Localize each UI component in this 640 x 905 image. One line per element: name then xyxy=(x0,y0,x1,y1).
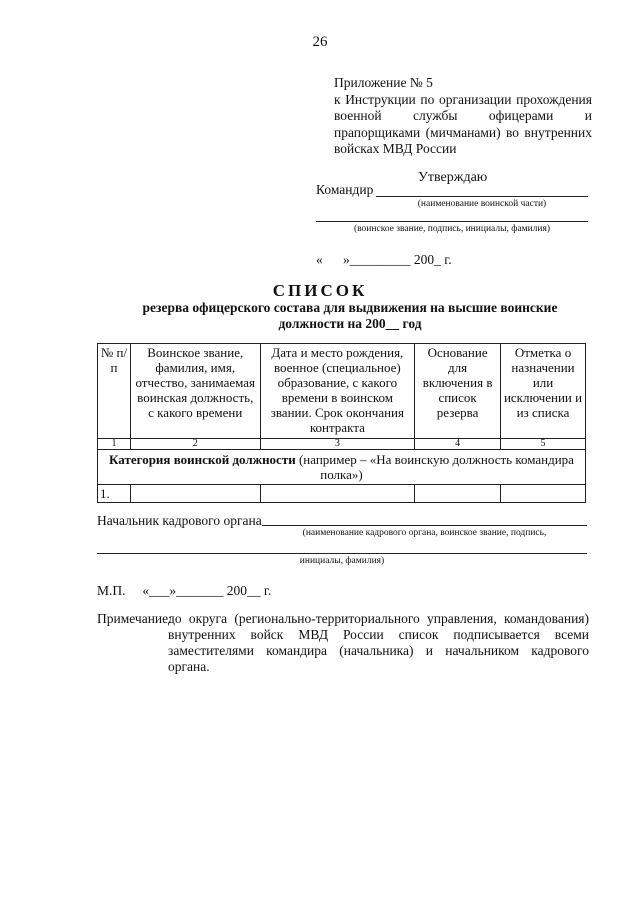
chief-caption-2: инициалы, фамилия) xyxy=(299,556,385,566)
category-example: (например – «На воинскую должность командира полка») xyxy=(295,452,574,482)
caption-rank: (воинское звание, подпись, инициалы, фамилия) xyxy=(353,224,551,234)
reserve-table xyxy=(97,343,586,503)
table-cell xyxy=(130,485,260,503)
appendix-note xyxy=(334,75,592,158)
approval-date: « »_________ 200_ г. xyxy=(316,252,452,267)
appendix-line1: Приложение № 5 xyxy=(334,75,433,90)
document-title: СПИСОК xyxy=(272,281,368,300)
table-cell xyxy=(260,485,415,503)
chief-label: Начальник кадрового органа xyxy=(97,513,262,528)
chief-caption-1: (наименование кадрового органа, воинское звание, подпись, xyxy=(302,528,547,538)
appendix-rest: к Инструкции по организации прохождения военной службы офицерами и прапорщиками (мичманами) во внутренних войсках МВД России xyxy=(334,91,592,156)
caption-unit: (наименование воинской части) xyxy=(417,199,547,209)
commander-label: Командир xyxy=(316,182,374,197)
commander-unit-line xyxy=(376,196,588,197)
header-cell: Отметка о назначении или исключении и из списка xyxy=(501,344,586,439)
stamp-date: М.П. «___»_______ 200__ г. xyxy=(97,583,272,598)
category-row xyxy=(98,450,586,485)
column-number: 5 xyxy=(501,439,586,450)
table-header-row xyxy=(98,344,586,439)
column-number: 1 xyxy=(98,439,131,450)
column-number: 2 xyxy=(130,439,260,450)
header-cell: № п/п xyxy=(98,344,131,439)
page-number: 26 xyxy=(312,34,328,50)
table-cell xyxy=(501,485,586,503)
note-text: до округа (регионально-территориального управления, командования) внутренних войск МВД России список подписывается всеми заместителями командира (начальника) и начальником кадрового органа. xyxy=(168,611,589,674)
header-cell: Воинское звание, фамилия, имя, отчество, занимаемая воинская должность, с какого времени xyxy=(130,344,260,439)
category-label: Категория воинской должности xyxy=(109,452,296,467)
approve-label: Утверждаю xyxy=(418,170,488,185)
commander-rank-line xyxy=(316,221,588,222)
category-cell xyxy=(98,450,586,485)
note-label: Примечание: xyxy=(97,611,172,626)
table-row xyxy=(98,485,586,503)
document-subtitle: резерва офицерского состава для выдвижения на высшие воинские должности на 200__ год xyxy=(142,300,558,331)
header-cell: Основание для включения в список резерва xyxy=(415,344,501,439)
chief-name-line xyxy=(97,553,587,554)
table-cell xyxy=(415,485,501,503)
chief-signature-line xyxy=(262,525,587,526)
header-cell: Дата и место рождения, военное (специальное) образование, с какого времени в воинском звании. Срок окончания контракта xyxy=(260,344,415,439)
column-number: 3 xyxy=(260,439,415,450)
column-number: 4 xyxy=(415,439,501,450)
table-number-row xyxy=(98,439,586,450)
row-number: 1. xyxy=(98,485,131,503)
